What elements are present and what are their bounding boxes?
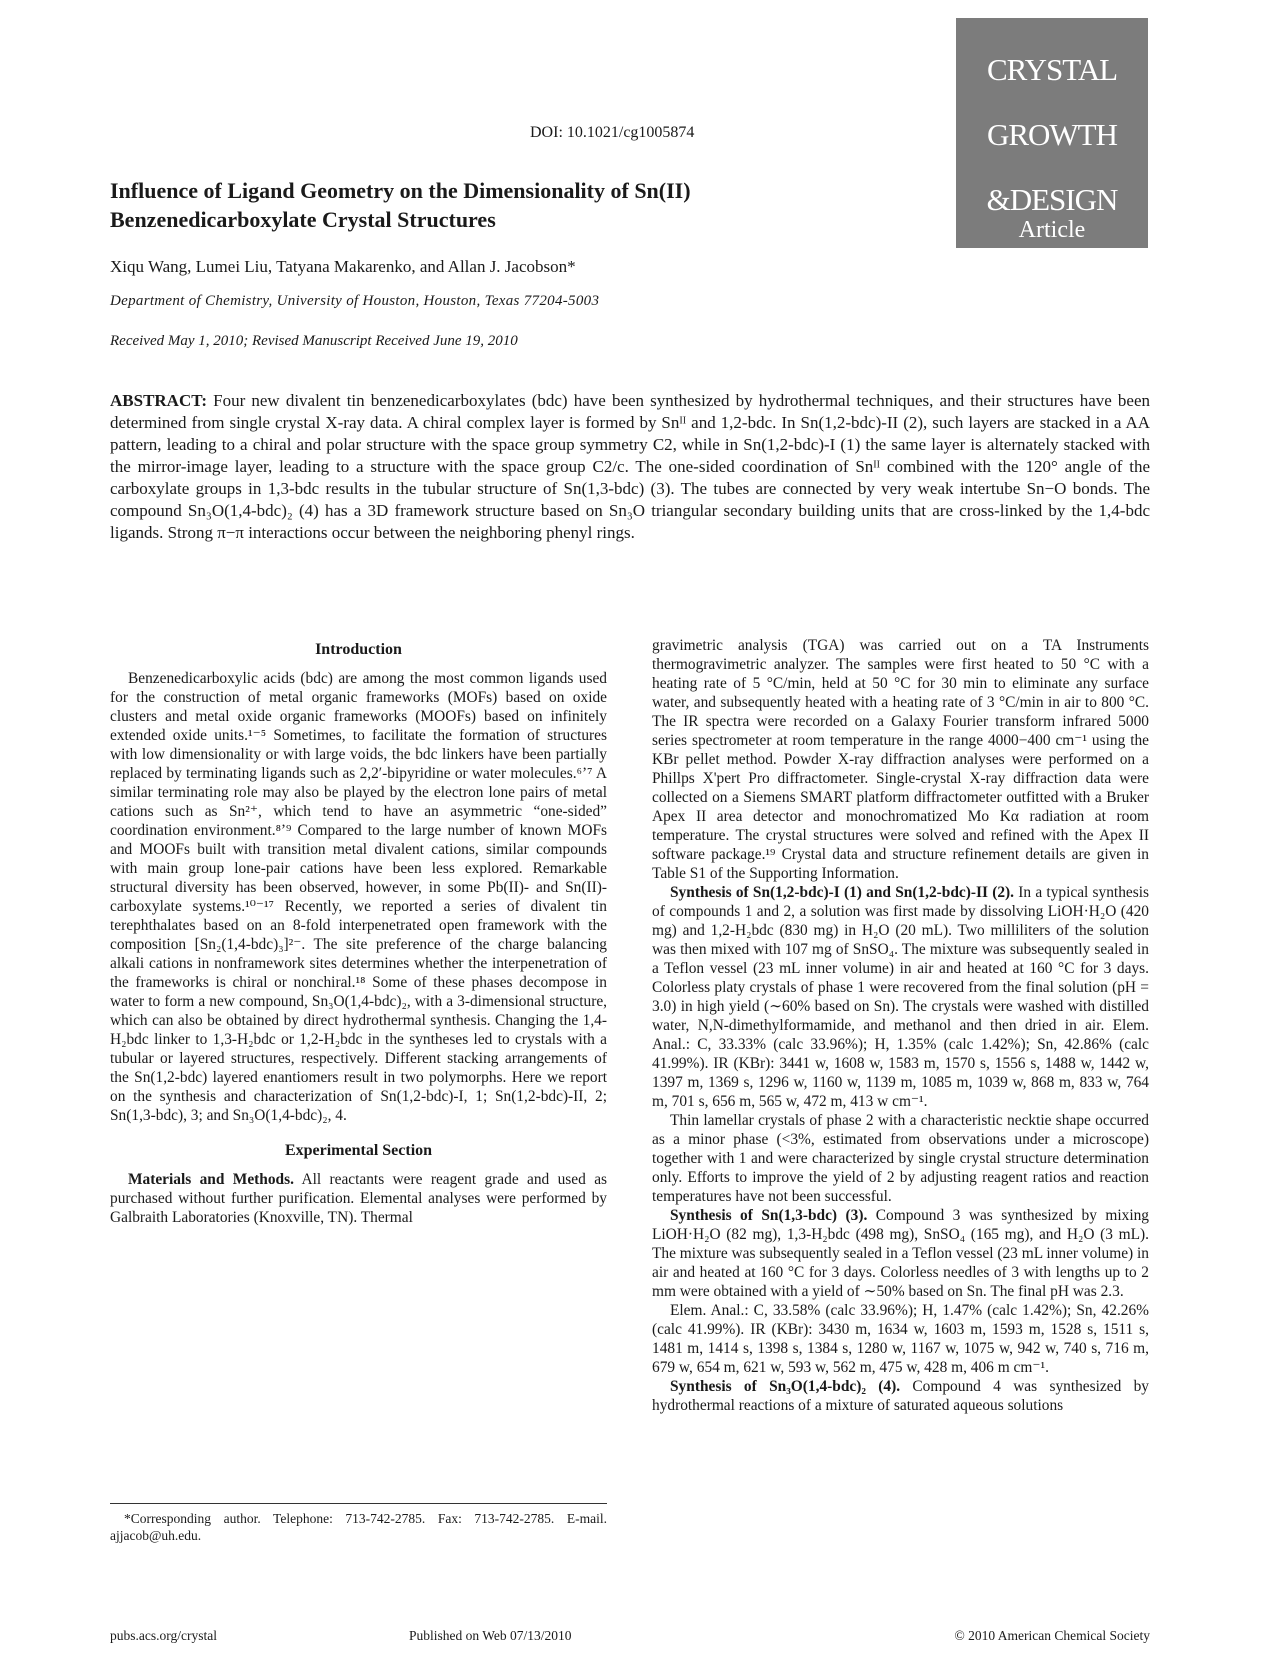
footnote: *Corresponding author. Telephone: 713-742-2785. Fax: 713-742-2785. E-mail. ajjacob@uh.edu.: [110, 1511, 607, 1543]
intro-paragraph: Benzenedicarboxylic acids (bdc) are among the most common ligands used for the construction of metal organic frameworks (MOFs) based on oxide clusters and metal oxide organic frameworks (MOOFs) based on infinitely extended oxide units.¹⁻⁵ Sometimes, to facilitate the formation of structures with low dimensionality or with large voids, the bdc linkers have been partially replaced by terminating ligands such as 2,2′-bipyridine or water molecules.⁶ʼ⁷ A similar terminating role may also be played by the electron lone pairs of metal cations such as Sn²⁺, which tend to have an asymmetric “one-sided” coordination environment.⁸ʼ⁹ Compared to the large number of known MOFs and MOOFs built with transition metal divalent cations, similar compounds with main group lone-pair cations have been less explored. Remarkable structural diversity has been observed, however, in some Pb(II)- and Sn(II)-carboxylate systems.¹⁰⁻¹⁷ Recently, we reported a series of divalent tin terephthalates based on an 8-fold interpenetrated open framework with the composition [Sn₂(1,4-bdc)₃]²⁻. The site preference of the charge balancing alkali cations in nonframework sites determines whether the interpenetration of the frameworks is chiral or nonchiral.¹⁸ Some of these phases decompose in water to form a new compound, Sn₃O(1,4-bdc)₂, with a 3-dimensional structure, which can also be obtained by direct hydrothermal synthesis. Changing the 1,4-H₂bdc linker to 1,3-H₂bdc or 1,2-H₂bdc in the syntheses led to crystals with a tubular or layered structures, respectively. Different stacking arrangements of the Sn(1,2-bdc) layered enantiomers result in two polymorphs. Here we report on the synthesis and characterization of Sn(1,2-bdc)-I, 1; Sn(1,2-bdc)-II, 2; Sn(1,3-bdc), 3; and Sn₃O(1,4-bdc)₂, 4.: [110, 670, 607, 1124]
received-dates: Received May 1, 2010; Revised Manuscript Received June 19, 2010: [110, 333, 518, 349]
journal-name-line3: &DESIGN: [986, 182, 1118, 217]
abstract: [110, 390, 1150, 544]
materials-text: All reactants were reagent grade and used as purchased without further purification. Elemental analyses were performed by Galbraith Laboratories (Knoxville, TN). Thermal: [110, 1171, 608, 1226]
synthesis-12-label: Synthesis of Sn(1,2-bdc)-I (1) and Sn(1,2-bdc)-II (2).: [670, 884, 1015, 901]
tga-paragraph: gravimetric analysis (TGA) was carried out on a TA Instruments thermogravimetric analyzer. The samples were first heated to 50 °C with a heating rate of 5 °C/min, held at 50 °C for 30 min to eliminate any surface water, and subsequently heated with a heating rate of 3 °C/min in air to 800 °C. The IR spectra were recorded on a Galaxy Fourier transform infrared 5000 series spectrometer at room temperature in the range 4000−400 cm⁻¹ using the KBr pellet method. Powder X-ray diffraction analyses were performed on a Phillps X'pert Pro diffractometer. Single-crystal X-ray diffraction data were collected on a Siemens SMART platform diffractometer outfitted with a Bruker Apex II area detector and monochromatized Mo Kα radiation at room temperature. The crystal structures were solved and refined with the Apex II software package.¹⁹ Crystal data and structure refinement details are given in Table S1 of the Supporting Information.: [652, 637, 1149, 882]
footer-published: Published on Web 07/13/2010: [409, 1628, 572, 1643]
materials-paragraph: [110, 1170, 607, 1227]
year-volume: 2010, Vol. 10: [998, 261, 1106, 283]
experimental-heading: Experimental Section: [284, 1142, 433, 1159]
footnote-rule: [110, 1503, 607, 1504]
paper-title: Influence of Ligand Geometry on the Dimensionality of Sn(II) Benzenedicarboxylate Crystal Structures: [110, 178, 691, 232]
authors: Xiqu Wang, Lumei Liu, Tatyana Makarenko, and Allan J. Jacobson*: [110, 257, 576, 276]
synthesis-3-paragraph: [652, 1206, 1149, 1301]
synthesis-3-text: Compound 3 was synthesized by mixing LiOH·H₂O (82 mg), 1,3-H₂bdc (498 mg), SnSO₄ (165 mg), and H₂O (3 mL). The mixture was subsequently sealed in a Teflon vessel (23 mL inner volume) in air and heated at 160 °C for 3 days. Colorless needles of 3 with lengths up to 2 mm were obtained with a yield of ∼50% based on Sn. The final pH was 2.3.: [652, 1207, 1149, 1300]
journal-name-line1: CRYSTAL: [986, 52, 1118, 87]
synthesis-3-label: Synthesis of Sn(1,3-bdc) (3).: [670, 1207, 868, 1224]
synthesis-4-label: Synthesis of Sn₃O(1,4-bdc)₂ (4).: [670, 1378, 901, 1395]
doi: DOI: 10.1021/cg1005874: [530, 124, 695, 141]
footer-copyright: © 2010 American Chemical Society: [954, 1628, 1150, 1643]
journal-badge: [956, 18, 1148, 308]
article-type: Article: [1018, 217, 1086, 243]
abstract-text: Four new divalent tin benzenedicarboxylates (bdc) have been synthesized by hydrothermal techniques, and their structures have been determined from single crystal X-ray data. A chiral complex layer is formed by Snᴵᴵ and 1,2-bdc. In Sn(1,2-bdc)-II (2), such layers are stacked in a AA pattern, leading to a chiral and polar structure with the space group symmetry C2, while in Sn(1,2-bdc)-I (1) the same layer is alternately stacked with the mirror-image layer, leading to a structure with the space group C2/c. The one-sided coordination of Snᴵᴵ combined with the 120° angle of the carboxylate groups in 1,3-bdc results in the tubular structure of Sn(1,3-bdc) (3). The tubes are connected by very weak intertube Sn−O bonds. The compound Sn₃O(1,4-bdc)₂ (4) has a 3D framework structure based on Sn₃O triangular secondary building units that are cross-linked by the 1,4-bdc ligands. Strong π−π interactions occur between the neighboring phenyl rings.: [110, 391, 1151, 542]
synthesis-4-text: Compound 4 was synthesized by hydrothermal reactions of a mixture of saturated aqueous solutions: [652, 1378, 1149, 1414]
right-column: [652, 636, 1149, 1415]
synthesis-4-paragraph: [652, 1377, 1149, 1415]
footer-url: pubs.acs.org/crystal: [110, 1628, 217, 1643]
phase2-paragraph: Thin lamellar crystals of phase 2 with a characteristic necktie shape occurred as a minor phase (<3%, estimated from observations under a microscope) together with 1 and were characterized by single crystal structure determination only. Efforts to improve the yield of 2 by adjusting reagent ratios and reaction temperatures have not been successful.: [652, 1112, 1149, 1205]
materials-label: Materials and Methods.: [128, 1171, 294, 1188]
intro-heading: Introduction: [315, 641, 402, 658]
page-range: 3752–3756: [1007, 286, 1097, 308]
synthesis-12-text: In a typical synthesis of compounds 1 and 2, a solution was first made by dissolving LiOH·H₂O (420 mg) and 1,2-H₂bdc (830 mg) in H₂O (20 mL). Two milliliters of the solution was then mixed with 107 mg of SnSO₄. The mixture was subsequently sealed in a Teflon vessel (23 mL inner volume) in air and heated at 160 °C for 3 days. Colorless platy crystals of phase 1 were recovered from the final solution (pH = 3.0) in high yield (∼60% based on Sn). The crystals were washed with distilled water, N,N-dimethylformamide, and methanol and then dried in air. Elem. Anal.: C, 33.33% (calc 33.96%); H, 1.35% (calc 1.42%); Sn, 42.86% (calc 41.99%). IR (KBr): 3441 w, 1608 w, 1583 m, 1570 s, 1556 s, 1488 w, 1442 w, 1397 m, 1369 s, 1296 w, 1160 w, 1139 m, 1085 m, 1039 w, 868 m, 833 w, 764 m, 701 s, 656 m, 565 w, 472 m, 413 w cm⁻¹.: [652, 884, 1149, 1110]
left-column: [110, 640, 607, 1227]
journal-name-line2: GROWTH: [986, 117, 1118, 152]
abstract-label: ABSTRACT:: [110, 391, 207, 410]
elem-anal-paragraph: Elem. Anal.: C, 33.58% (calc 33.96%); H, 1.47% (calc 1.42%); Sn, 42.26% (calc 41.99%). IR (KBr): 3430 m, 1634 w, 1603 m, 1593 m, 1528 s, 1511 s, 1481 m, 1414 s, 1398 s, 1384 s, 1280 w, 1167 w, 1075 w, 942 w, 740 s, 716 m, 679 w, 654 m, 621 w, 593 w, 562 m, 475 w, 428 m, 406 m cm⁻¹.: [652, 1302, 1149, 1376]
synthesis-12-paragraph: [652, 883, 1149, 1111]
affiliation: Department of Chemistry, University of Houston, Houston, Texas 77204-5003: [110, 293, 600, 309]
